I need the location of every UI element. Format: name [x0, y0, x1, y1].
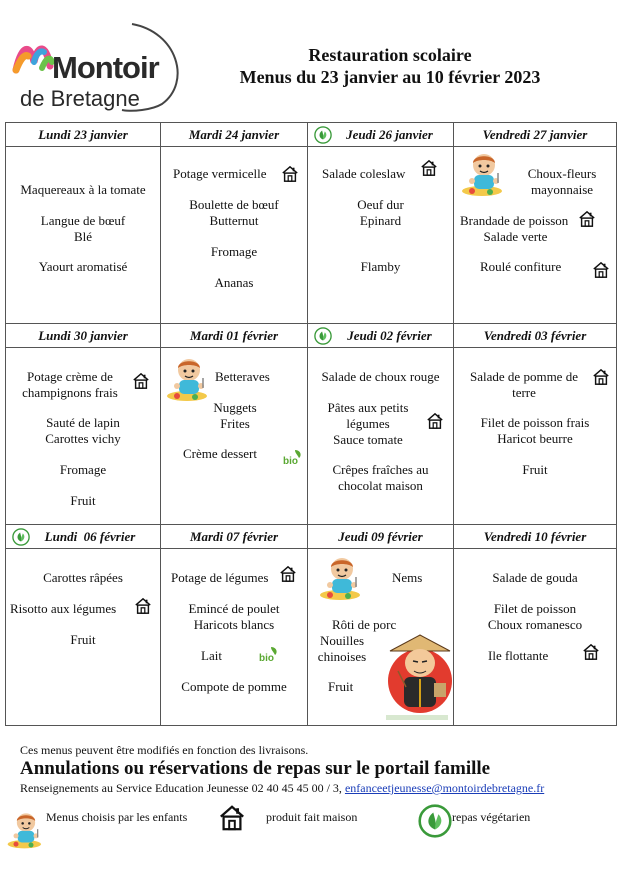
menu-cell [454, 549, 617, 726]
vegetarian-icon [12, 528, 30, 546]
day-header: Vendredi 03 février [454, 324, 617, 348]
house-icon [578, 210, 596, 228]
vegetarian-icon [314, 126, 332, 144]
house-legend-icon [218, 804, 246, 832]
menu-item: Nouilles [319, 633, 365, 648]
menu-item: Pâtes aux petits [327, 400, 409, 415]
kids-choice-icon [165, 356, 213, 402]
logo-subtitle: de Bretagne [20, 86, 140, 111]
menu-item: Nuggets [213, 400, 257, 415]
day-header: Mardi 24 janvier [161, 123, 308, 147]
menu-item: Betteraves [215, 369, 270, 384]
bio-label: bio [259, 653, 274, 663]
menu-item: Flamby [360, 259, 401, 274]
menu-item: légumes [346, 416, 390, 431]
house-icon [281, 165, 299, 183]
bio-icon [283, 448, 303, 466]
menu-item: Fruit [70, 493, 96, 508]
menu-item: Choux-fleurs [527, 166, 597, 181]
email-link[interactable]: enfanceetjeunesse@montoirdebretagne.fr [344, 781, 545, 795]
day-header: Lundi 30 janvier [6, 324, 161, 348]
menu-item: Epinard [359, 213, 402, 228]
menu-item: Salade de pomme de [470, 369, 578, 384]
day-header: Jeudi 09 février [308, 525, 454, 549]
menu-cell [6, 549, 161, 726]
day-header [6, 525, 161, 549]
menu-item: Nems [392, 570, 423, 585]
bio-label: bio [283, 456, 298, 466]
week-1-menu-row [6, 147, 617, 324]
day-header-label: Lundi 06 février [44, 528, 136, 544]
house-icon [582, 643, 600, 661]
menu-cell [308, 549, 454, 726]
menu-cell [161, 147, 308, 324]
menu-item: Salade de gouda [492, 570, 578, 585]
footer-notice: Ces menus peuvent être modifiés en fonction des livraisons. [20, 743, 309, 757]
menu-cell [308, 147, 454, 324]
menu-item: Roulé confiture [480, 259, 562, 274]
footer-info-text: Renseignements au Service Education Jeunesse 02 40 45 45 00 / 3, [20, 781, 345, 795]
menu-item: Frites [220, 416, 250, 431]
menu-item: Crêpes fraîches au [332, 462, 429, 477]
week-1-header-row [6, 123, 617, 147]
day-header-label: Jeudi 02 février [347, 327, 432, 343]
day-header: Lundi 23 janvier [6, 123, 161, 147]
menu-item: Langue de bœuf [40, 213, 126, 228]
menu-item: Emincé de poulet [188, 601, 280, 616]
house-icon [426, 412, 444, 430]
menu-item: Sauce tomate [333, 432, 403, 447]
menu-item: Rôti de porc [332, 617, 397, 632]
day-header-label: Jeudi 26 janvier [346, 126, 433, 142]
menu-cell [6, 348, 161, 525]
menu-item: Haricot beurre [497, 431, 573, 446]
house-icon [592, 261, 610, 279]
menu-item: Butternut [209, 213, 259, 228]
menu-item: Fruit [522, 462, 548, 477]
footer-headline: Annulations ou réservations de repas sur le portail famille [20, 758, 491, 779]
menu-item: mayonnaise [530, 182, 594, 197]
menu-item: Compote de pomme [181, 679, 287, 694]
vegetarian-legend-icon [418, 804, 452, 838]
menu-item: Risotto aux légumes [10, 601, 117, 616]
menu-cell [6, 147, 161, 324]
menu-item: Potage vermicelle [173, 166, 267, 181]
day-header: Mardi 07 février [161, 525, 308, 549]
menu-item: Boulette de bœuf [189, 197, 279, 212]
menu-item: Blé [73, 229, 93, 244]
menu-cell [308, 348, 454, 525]
menu-item: chocolat maison [338, 478, 423, 493]
title-line-2: Menus du 23 janvier au 10 février 2023 [239, 67, 541, 87]
chinese-chef-illustration [380, 625, 454, 723]
menu-cell [454, 147, 617, 324]
kids-choice-icon [460, 151, 508, 197]
menu-item: Carottes vichy [45, 431, 121, 446]
title-line-1: Restauration scolaire [308, 45, 472, 65]
menu-table [5, 122, 617, 726]
kids-choice-icon [318, 555, 366, 601]
menu-item: champignons frais [22, 385, 118, 400]
day-header: Vendredi 10 février [454, 525, 617, 549]
menu-cell [161, 348, 308, 525]
menu-item: terre [512, 385, 536, 400]
week-3-header-row [6, 525, 617, 549]
house-icon [132, 372, 150, 390]
legend-veg-label: repas végétarien [452, 810, 531, 824]
menu-cell [454, 348, 617, 525]
legend-house-label: produit fait maison [266, 810, 358, 824]
menu-item: Ananas [214, 275, 254, 290]
house-icon [279, 565, 297, 583]
day-header: Vendredi 27 janvier [454, 123, 617, 147]
week-2-header-row [6, 324, 617, 348]
house-icon [134, 597, 152, 615]
menu-item: Maquereaux à la tomate [20, 182, 146, 197]
menu-item: Oeuf dur [357, 197, 404, 212]
menu-item: Choux romanesco [487, 617, 583, 632]
page-title [190, 44, 590, 88]
menu-item: Sauté de lapin [46, 415, 120, 430]
menu-item: Yaourt aromatisé [38, 259, 128, 274]
week-2-menu-row [6, 348, 617, 525]
menu-item: Fruit [328, 679, 354, 694]
menu-item: Fruit [70, 632, 96, 647]
menu-item: Lait [201, 648, 222, 663]
footer-info [20, 781, 544, 796]
day-header [308, 324, 454, 348]
legend-kids-label: Menus choisis par les enfants [46, 810, 188, 824]
menu-item: Salade verte [483, 229, 548, 244]
house-icon [592, 368, 610, 386]
bio-icon [259, 645, 279, 663]
logo-brand: Montoir [52, 50, 159, 85]
menu-item: Salade coleslaw [322, 166, 406, 181]
menu-item: Carottes râpées [43, 570, 123, 585]
day-header [308, 123, 454, 147]
day-header: Mardi 01 février [161, 324, 308, 348]
menu-item: Fromage [210, 244, 258, 259]
menu-item: Potage crème de [27, 369, 113, 384]
kids-choice-legend-icon [6, 808, 46, 852]
menu-item: Salade de choux rouge [321, 369, 440, 384]
menu-item: Potage de légumes [171, 570, 269, 585]
menu-cell [161, 549, 308, 726]
montoir-logo [12, 22, 187, 114]
menu-item: Ile flottante [488, 648, 549, 663]
vegetarian-icon [314, 327, 332, 345]
menu-item: Fromage [59, 462, 107, 477]
menu-item: Haricots blancs [193, 617, 275, 632]
menu-item: chinoises [317, 649, 367, 664]
menu-item: Brandade de poisson [460, 213, 569, 228]
menu-item: Crème dessert [183, 446, 258, 461]
menu-item: Filet de poisson frais [480, 415, 590, 430]
week-3-menu-row [6, 549, 617, 726]
house-icon [420, 159, 438, 177]
menu-item: Filet de poisson [493, 601, 577, 616]
